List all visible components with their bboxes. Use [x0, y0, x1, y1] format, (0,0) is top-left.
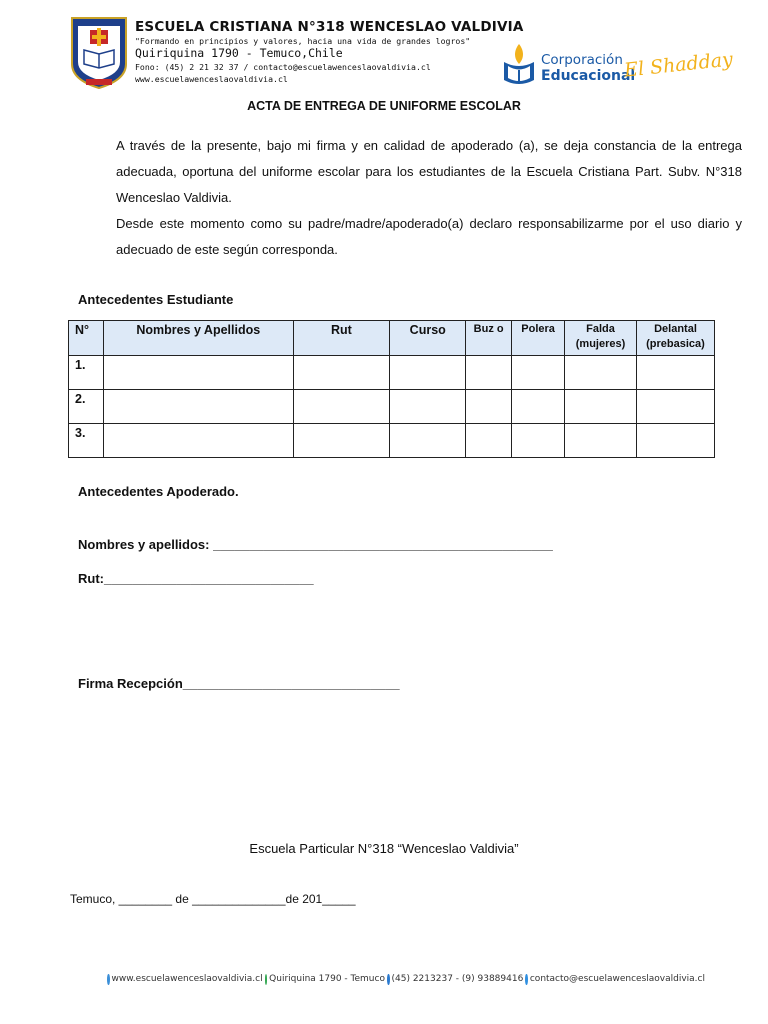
falda-cell[interactable] [565, 424, 637, 458]
table-row [69, 424, 715, 458]
corporation-logo [500, 38, 734, 94]
column-header: N° [69, 321, 104, 356]
polera-cell[interactable] [512, 424, 565, 458]
table-header-row [69, 321, 715, 356]
column-header: Polera [512, 321, 565, 356]
footer-contact-bar [105, 971, 705, 987]
map-pin-icon [265, 974, 268, 985]
school-signature-line: Escuela Particular N°318 “Wenceslao Valdivia” [249, 841, 519, 856]
buzo-cell[interactable] [466, 424, 512, 458]
mail-icon [525, 974, 528, 985]
school-name: ESCUELA CRISTIANA N°318 WENCESLAO VALDIVIA [135, 19, 524, 35]
intro-paragraph: A través de la presente, bajo mi firma y en calidad de apoderado (a), se deja constancia de la entrega adecuada, oportuna del uniforme escolar para los estudiantes de la Escuela Cristiana Part. Subv. N°318 Wenceslao Valdivia. [116, 138, 742, 205]
school-motto: "Formando en principios y valores, hacia una vida de grandes logros" [135, 36, 471, 46]
name-cell[interactable] [103, 424, 293, 458]
row-number: 3. [69, 424, 104, 458]
rut-cell[interactable] [293, 424, 390, 458]
guardian-rut-field[interactable]: Rut:_____________________________ [78, 571, 314, 586]
footer-website[interactable]: www.escuelawenceslaovaldivia.cl [111, 974, 263, 984]
footer-address: Quiriquina 1790 - Temuco [269, 974, 385, 984]
student-section-heading: Antecedentes Estudiante [78, 292, 234, 307]
column-header: Falda (mujeres) [565, 321, 637, 356]
globe-icon [107, 974, 110, 985]
guardian-section-heading: Antecedentes Apoderado. [78, 484, 239, 499]
buzo-cell[interactable] [466, 356, 512, 390]
corporation-mark-icon [500, 40, 538, 90]
el-shadday-script: El Shadday [623, 48, 734, 82]
students-table [68, 320, 715, 458]
place-date-field[interactable]: Temuco, ________ de ______________de 201_____ [70, 892, 356, 906]
row-number: 1. [69, 356, 104, 390]
delantal-cell[interactable] [637, 390, 715, 424]
falda-cell[interactable] [565, 390, 637, 424]
footer-email[interactable]: contacto@escuelawenceslaovaldivia.cl [529, 974, 705, 984]
signature-field[interactable]: Firma Recepción______________________________ [78, 676, 400, 691]
row-number: 2. [69, 390, 104, 424]
polera-cell[interactable] [512, 390, 565, 424]
corporation-label: Corporación [541, 52, 623, 68]
column-header: Nombres y Apellidos [103, 321, 293, 356]
table-row [69, 356, 715, 390]
column-header: Delantal (prebasica) [637, 321, 715, 356]
buzo-cell[interactable] [466, 390, 512, 424]
course-cell[interactable] [390, 390, 466, 424]
guardian-name-field[interactable]: Nombres y apellidos: _______________________________________________ [78, 537, 553, 552]
footer-phone: (45) 2213237 - (9) 93889416 [391, 974, 524, 984]
column-header: Curso [390, 321, 466, 356]
name-cell[interactable] [103, 390, 293, 424]
course-cell[interactable] [390, 356, 466, 390]
course-cell[interactable] [390, 424, 466, 458]
school-address: Quiriquina 1790 - Temuco,Chile [135, 46, 343, 60]
falda-cell[interactable] [565, 356, 637, 390]
school-website: www.escuelawenceslaovaldivia.cl [135, 74, 288, 84]
table-row [69, 390, 715, 424]
responsibility-paragraph: Desde este momento como su padre/madre/apoderado(a) declaro responsabilizarme por el uso diario y adecuado de este según corresponda. [116, 216, 742, 257]
rut-cell[interactable] [293, 356, 390, 390]
document-title: ACTA DE ENTREGA DE UNIFORME ESCOLAR [247, 99, 521, 113]
column-header: Rut [293, 321, 390, 356]
column-header: Buz o [466, 321, 512, 356]
corporation-educational-label: Educacional [541, 68, 636, 84]
delantal-cell[interactable] [637, 424, 715, 458]
school-contact: Fono: (45) 2 21 32 37 / contacto@escuelawenceslaovaldivia.cl [135, 62, 431, 72]
phone-icon [387, 974, 390, 985]
rut-cell[interactable] [293, 390, 390, 424]
polera-cell[interactable] [512, 356, 565, 390]
delantal-cell[interactable] [637, 356, 715, 390]
school-crest-logo [70, 16, 128, 90]
name-cell[interactable] [103, 356, 293, 390]
